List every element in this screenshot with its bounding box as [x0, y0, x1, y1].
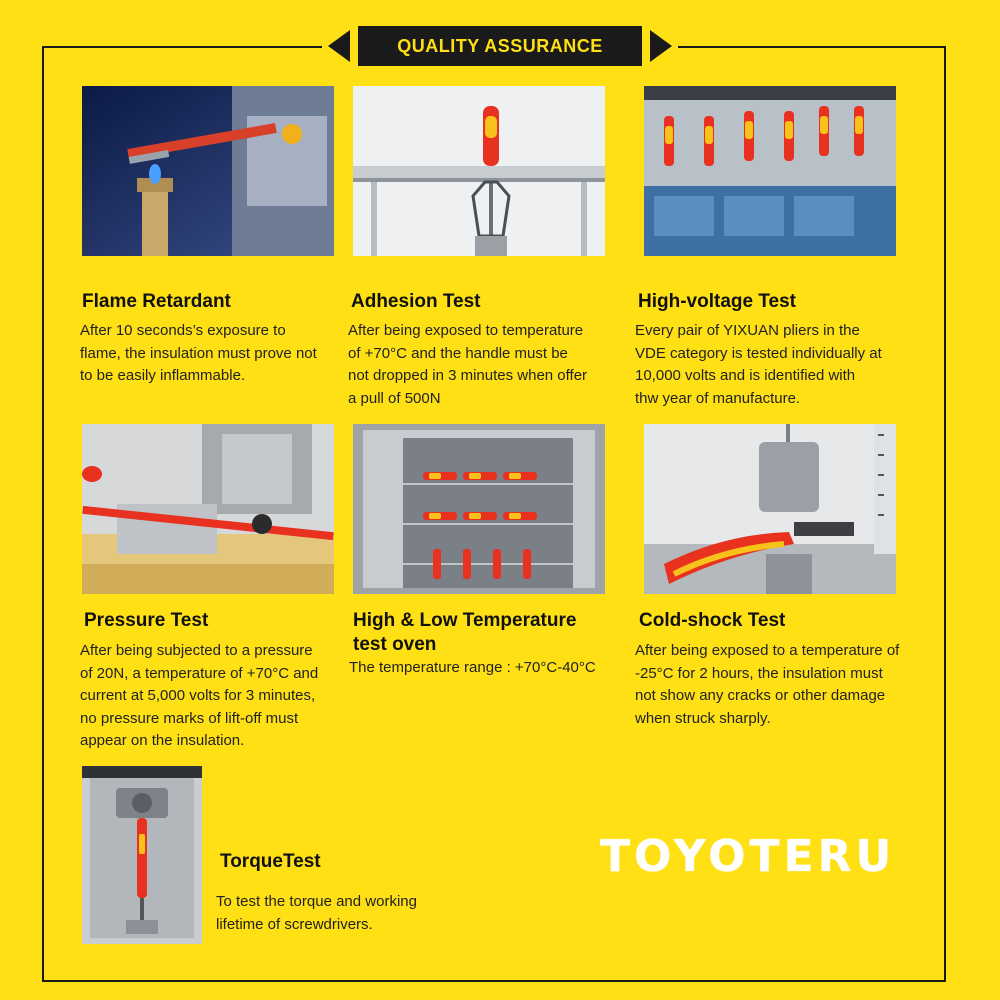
pressure-test-description: After being subjected to a pressure of 20N, a temperature of +70°C and current at 5,000 volts for 3 minutes, no pressure marks of lift-off must appear on the insulation. — [80, 642, 319, 749]
torque-test-photo — [82, 766, 202, 944]
brand-logo: TOYOTERU — [600, 830, 896, 882]
adhesion-test-photo — [353, 86, 605, 256]
high-voltage-test-title: High-voltage Test — [638, 291, 796, 312]
high-voltage-test-photo — [644, 86, 896, 256]
page-title: QUALITY ASSURANCE — [358, 26, 642, 66]
flame-test-title: Flame Retardant — [82, 291, 231, 312]
oven-title: High & Low Temperature test oven — [353, 610, 577, 655]
adhesion-test-description: After being exposed to temperature of +70°C and the handle must be not dropped in 3 minutes when offer a pull of 500N — [348, 322, 588, 407]
flame-test-description: After 10 seconds’s exposure to flame, the insulation must prove not to be easily inflammable. — [80, 322, 317, 384]
temperature-oven-photo — [353, 424, 605, 594]
torque-test-title: TorqueTest — [220, 851, 321, 872]
chevron-right-icon — [650, 30, 672, 62]
title-banner — [322, 20, 678, 72]
flame-test-photo — [82, 86, 334, 256]
oven-description: The temperature range : +70°C-40°C — [349, 659, 596, 676]
high-voltage-test-description: Every pair of YIXUAN pliers in the VDE category is tested individually at 10,000 volts and is identified with thw year of manufacture. — [635, 322, 882, 407]
cold-shock-test-description: After being exposed to a temperature of -25°C for 2 hours, the insulation must not show any cracks or other damage when struck sharply. — [635, 642, 900, 727]
cold-shock-test-title: Cold-shock Test — [639, 610, 786, 631]
pressure-test-title: Pressure Test — [84, 610, 209, 631]
adhesion-test-title: Adhesion Test — [351, 291, 481, 312]
chevron-left-icon — [328, 30, 350, 62]
pressure-test-photo — [82, 424, 334, 594]
torque-test-description: To test the torque and working lifetime of screwdrivers. — [216, 893, 417, 933]
cold-shock-test-photo — [644, 424, 896, 594]
